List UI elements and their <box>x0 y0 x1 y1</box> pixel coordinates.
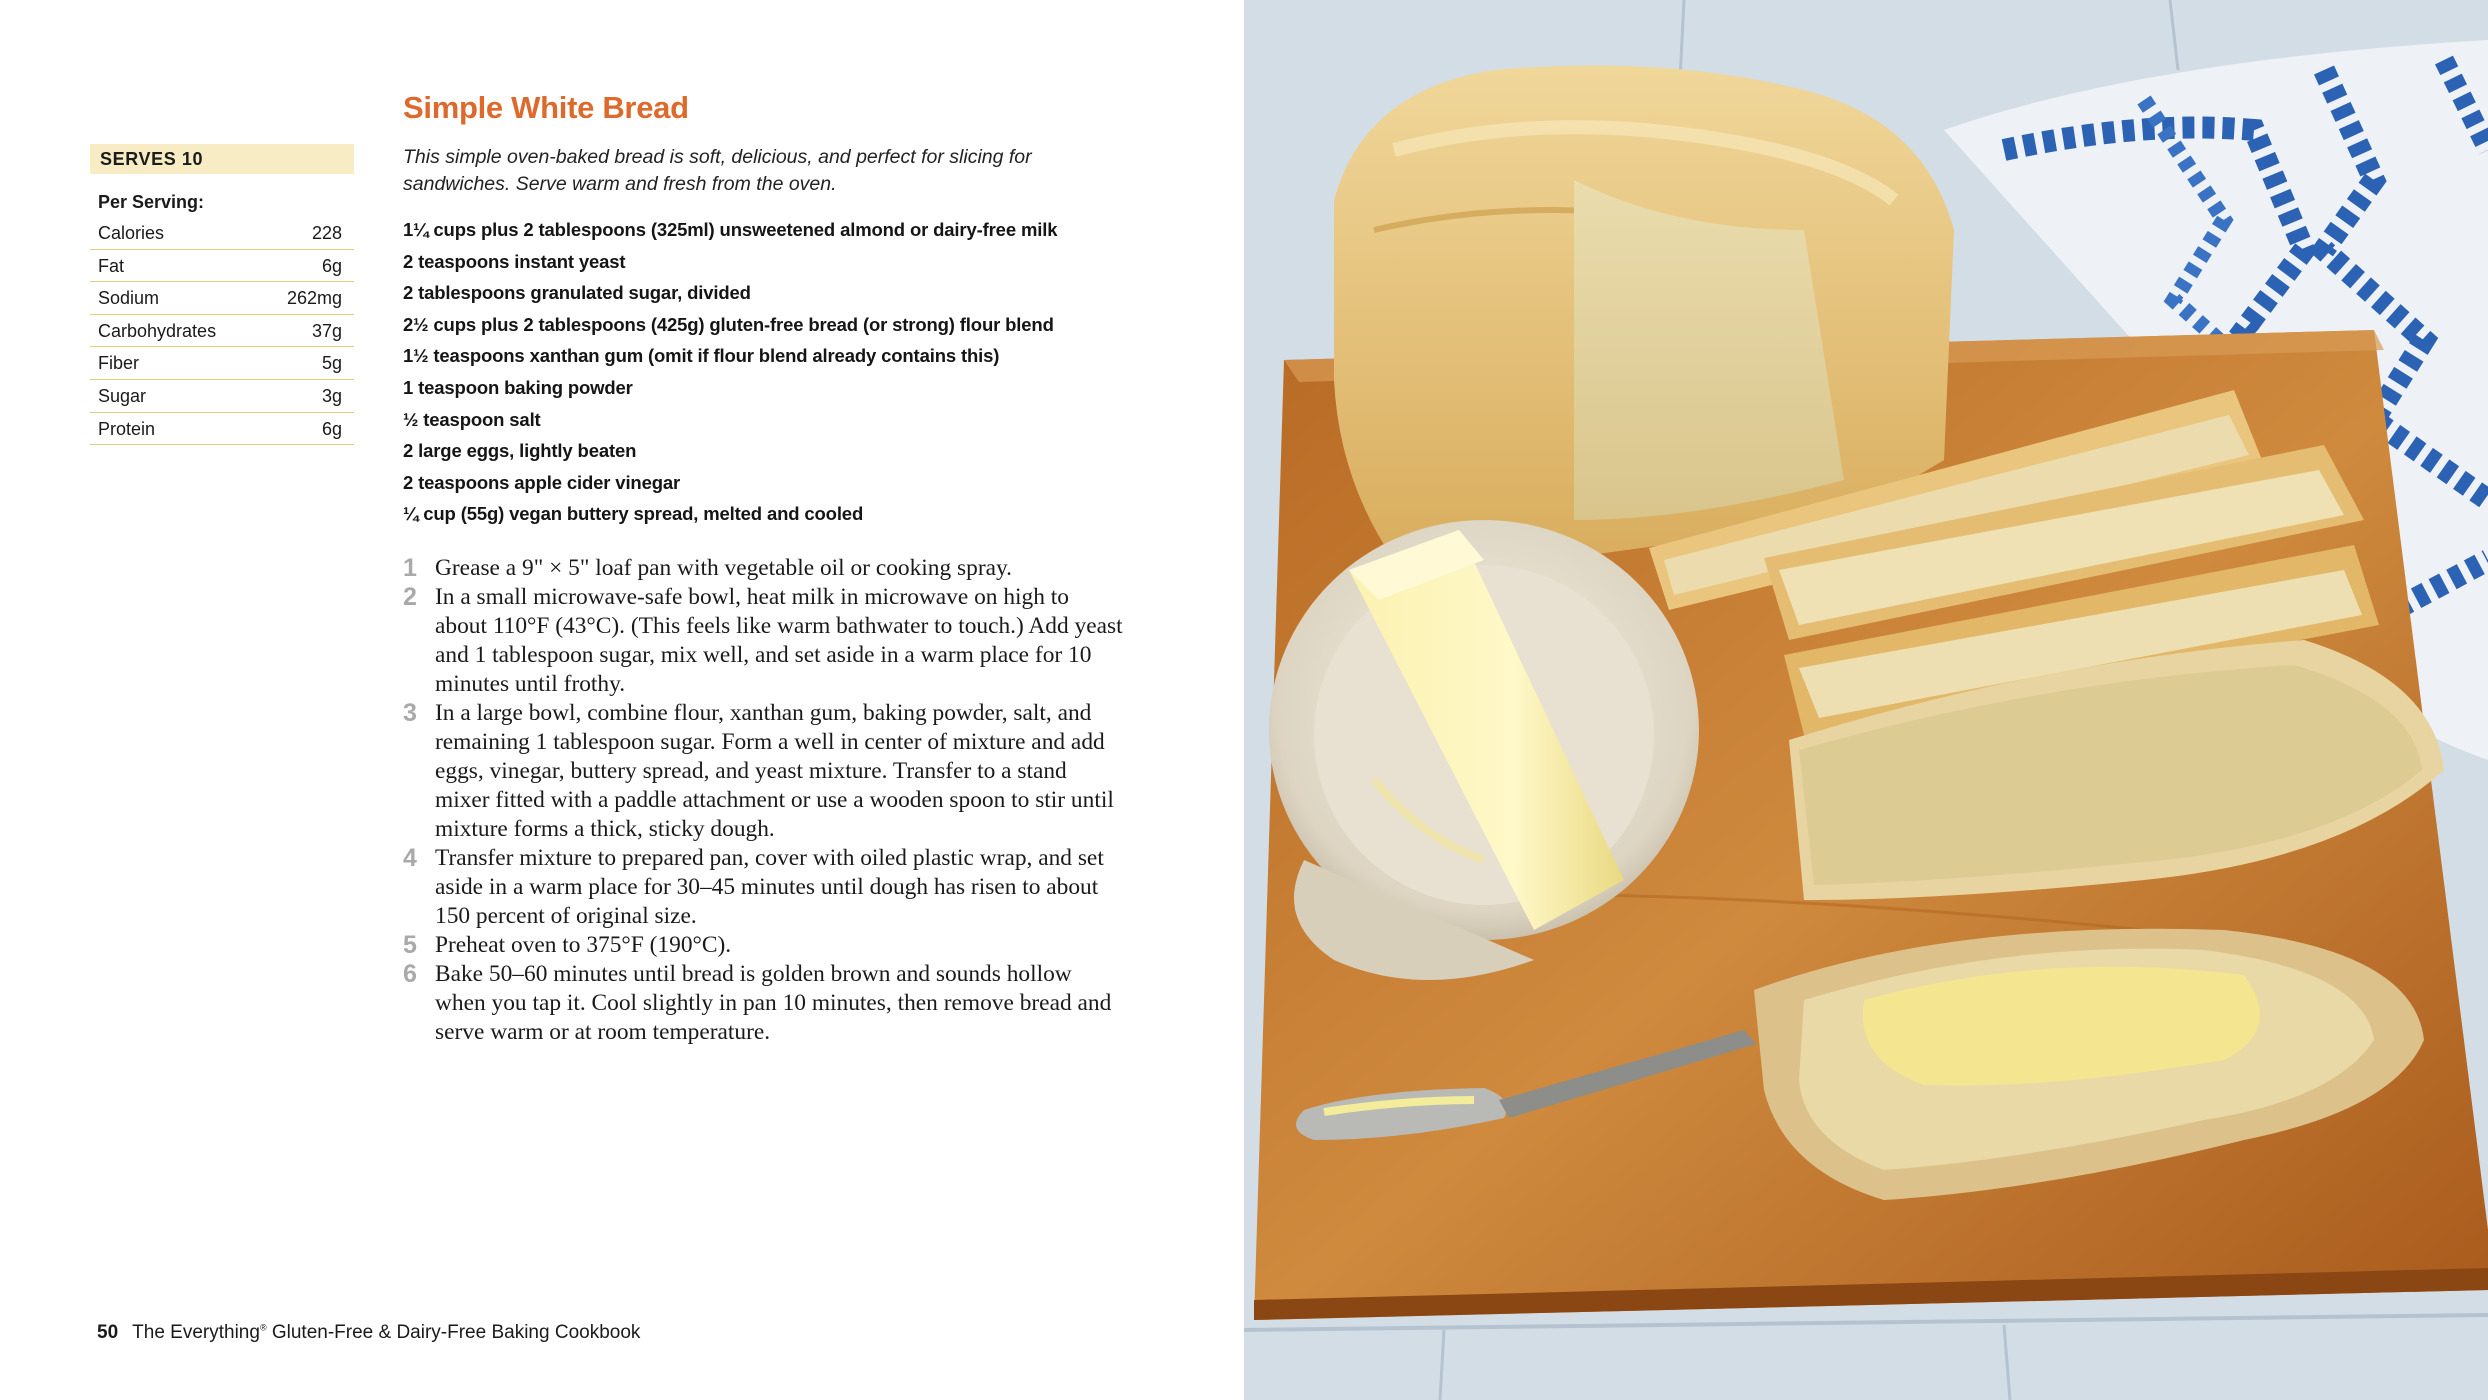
method-step <box>403 960 1123 1047</box>
ingredient-item: 2 teaspoons apple cider vinegar <box>403 471 681 493</box>
nutrition-row <box>90 414 354 445</box>
step-text: Transfer mixture to prepared pan, cover with oiled plastic wrap, and set aside in a warm place for 30–45 minutes until dough has risen to about 150 percent of original size. <box>435 845 1104 929</box>
recipe-title: Simple White Bread <box>403 90 689 125</box>
step-number: 2 <box>403 583 417 611</box>
ingredient-item: 2½ cups plus 2 tablespoons (425g) gluten-free bread (or strong) flour blend <box>403 313 1054 335</box>
nutrition-row <box>90 382 354 413</box>
bread-photo-illustration <box>1244 0 2488 1400</box>
page-footer <box>97 1322 640 1344</box>
serves-band: SERVES 10 <box>90 144 354 174</box>
nutrition-row <box>90 284 354 315</box>
step-text: In a large bowl, combine flour, xanthan gum, baking powder, salt, and remaining 1 tablespoon sugar. Form a well in center of mixture and add eggs, vinegar, buttery spread, and yeast mixture. Transfer to a stand mixer fitted with a paddle attachment or use a wooden spoon to stir until mixture forms a thick, sticky dough. <box>435 700 1114 842</box>
nutrition-value: 37g <box>311 320 342 341</box>
ingredient-item: 2 large eggs, lightly beaten <box>403 440 637 462</box>
nutrition-label: Calories <box>98 223 165 244</box>
ingredient-item: 2 teaspoons instant yeast <box>403 250 626 272</box>
nutrition-value: 262mg <box>286 288 342 309</box>
step-number: 3 <box>403 699 417 727</box>
method-steps <box>403 554 1123 1047</box>
nutrition-panel <box>90 144 354 445</box>
step-number: 5 <box>403 931 417 959</box>
book-title: The Everything <box>132 1322 260 1343</box>
book-title-rest: Gluten-Free & Dairy-Free Baking Cookbook <box>266 1322 641 1343</box>
nutrition-row <box>90 316 354 347</box>
ingredient-item: 1¼ cups plus 2 tablespoons (325ml) unsweetened almond or dairy-free milk <box>403 219 1058 240</box>
step-number: 4 <box>403 844 417 872</box>
nutrition-label: Carbohydrates <box>98 320 217 341</box>
step-text: In a small microwave-safe bowl, heat milk in microwave on high to about 110°F (43°C). (This feels like warm bathwater to touch.) Add yeast and 1 tablespoon sugar, mix well, and set aside in a warm place for 10 minutes until frothy. <box>435 584 1123 697</box>
nutrition-label: Protein <box>98 418 156 439</box>
method-step <box>403 583 1123 699</box>
registered-mark: ® <box>259 1322 267 1333</box>
nutrition-row <box>90 219 354 250</box>
step-text: Preheat oven to 375°F (190°C). <box>435 932 732 958</box>
bread-loaf <box>1334 66 1954 561</box>
ingredient-item: 2 tablespoons granulated sugar, divided <box>403 282 751 304</box>
step-text: Grease a 9" × 5" loaf pan with vegetable oil or cooking spray. <box>435 555 1013 581</box>
recipe-intro: This simple oven-baked bread is soft, delicious, and perfect for slicing for sandwiches. Serve warm and fresh from the oven. <box>403 146 1032 195</box>
ingredient-list <box>403 214 1057 530</box>
per-serving-label: Per Serving: <box>98 192 205 212</box>
method-step <box>403 844 1123 931</box>
ingredient-item: ¼ cup (55g) vegan buttery spread, melted and cooled <box>403 503 864 525</box>
nutrition-row <box>90 349 354 380</box>
nutrition-value: 6g <box>321 418 342 439</box>
nutrition-value: 6g <box>321 255 342 276</box>
step-number: 6 <box>403 960 417 988</box>
method-step <box>403 554 1123 583</box>
nutrition-label: Sugar <box>98 386 147 407</box>
nutrition-label: Fat <box>98 255 125 276</box>
nutrition-value: 228 <box>311 223 342 244</box>
ingredient-item: 1 teaspoon baking powder <box>403 376 633 398</box>
step-text: Bake 50–60 minutes until bread is golden brown and sounds hollow when you tap it. Cool slightly in pan 10 minutes, then remove bread and serve warm or at room temperature. <box>435 961 1112 1045</box>
nutrition-label: Fiber <box>98 353 140 374</box>
page-number: 50 <box>97 1322 119 1343</box>
bread-photo <box>1244 0 2488 1400</box>
nutrition-label: Sodium <box>98 288 160 309</box>
step-number: 1 <box>403 554 417 582</box>
method-step <box>403 931 1123 960</box>
nutrition-value: 5g <box>321 353 342 374</box>
nutrition-row <box>90 251 354 282</box>
ingredient-item: ½ teaspoon salt <box>403 408 541 430</box>
ingredient-item: 1½ teaspoons xanthan gum (omit if flour blend already contains this) <box>403 345 1000 367</box>
method-step <box>403 699 1123 844</box>
nutrition-value: 3g <box>321 386 342 407</box>
